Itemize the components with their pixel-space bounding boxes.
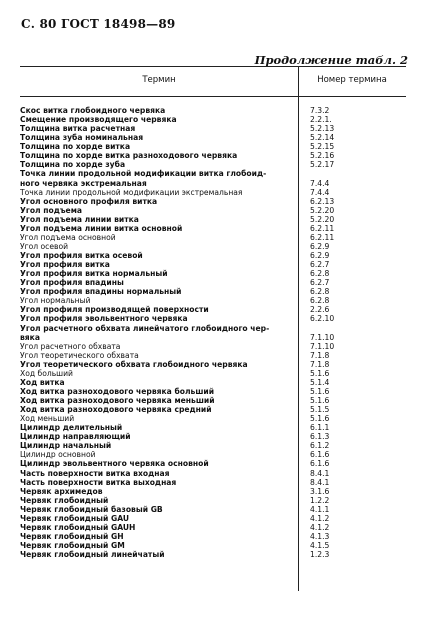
term-number-cell: 6.2.9 — [310, 251, 330, 260]
table-top-rule — [20, 66, 406, 67]
term-cell: Толщина по хорде зуба — [20, 160, 126, 170]
table-row — [20, 532, 406, 541]
table-row — [20, 487, 406, 496]
term-number-cell: 5.2.13 — [310, 124, 335, 134]
table-row — [20, 215, 406, 224]
term-number-cell: 5.1.6 — [310, 414, 330, 424]
term-cell: Червяк глобоидный GH — [20, 531, 124, 541]
table-row — [20, 342, 406, 351]
term-number-cell: 4.1.3 — [310, 531, 330, 541]
term-cell: Угол подъема линии витка основной — [20, 223, 183, 233]
page-header: С. 80 ГОСТ 18498—89 — [21, 17, 176, 31]
term-cell: Цилиндр эвольвентного червяка основной — [20, 459, 209, 469]
term-cell: Толщина зуба номинальная — [20, 133, 144, 143]
table-header-rule — [20, 96, 406, 97]
term-number-cell: 5.2.20 — [310, 214, 335, 224]
table-row — [20, 505, 406, 514]
term-number-cell: 7.3.2 — [310, 106, 330, 115]
term-number-cell: 6.2.9 — [310, 241, 330, 251]
term-number-cell: 5.1.6 — [310, 368, 330, 378]
table-row — [20, 151, 406, 160]
table-row — [20, 124, 406, 133]
term-cell: Ход витка разноходового червяка меньший — [20, 396, 215, 405]
term-number-cell: 5.1.6 — [310, 386, 330, 396]
term-cell: Угол профиля впадины — [20, 278, 124, 288]
term-number-cell: 6.1.3 — [310, 432, 330, 442]
term-number-cell: 6.2.7 — [310, 260, 330, 270]
table-row — [20, 369, 406, 378]
table-row — [20, 278, 406, 287]
term-number-cell: 5.1.6 — [310, 396, 330, 405]
term-number-cell: 5.2.20 — [310, 205, 335, 215]
term-cell: Угол профиля эвольвентного червяка — [20, 314, 188, 324]
table-row — [20, 459, 406, 468]
table-row — [20, 169, 406, 178]
table-continuation-label: Продолжение табл. 2 — [254, 53, 408, 67]
term-cell: Угол расчетного обхвата линейчатого глобоидного чер- — [20, 323, 270, 333]
term-number-cell: 7.1.8 — [310, 350, 330, 360]
term-cell: Червяк глобоидный базовый GB — [20, 504, 163, 514]
term-cell: Толщина по хорде витка — [20, 142, 131, 152]
term-number-cell: 5.2.14 — [310, 133, 335, 143]
table-row — [20, 142, 406, 151]
table-row — [20, 305, 406, 314]
term-number-cell: 7.1.8 — [310, 359, 330, 369]
term-number-cell: 5.2.16 — [310, 151, 335, 161]
table-row — [20, 360, 406, 369]
term-cell: Угол подъема основной — [20, 232, 116, 242]
term-cell: Червяк глобоидный — [20, 495, 109, 505]
table-row — [20, 514, 406, 523]
term-number-cell: 1.2.3 — [310, 550, 330, 560]
table-row — [20, 432, 406, 441]
table-row — [20, 233, 406, 242]
term-number-cell: 1.2.2 — [310, 495, 330, 505]
term-number-cell: 2.2.6 — [310, 305, 330, 315]
term-cell: Точка линии продольной модификации витка глобоид- — [20, 169, 267, 179]
terms-table — [20, 66, 406, 591]
term-cell: Червяк глобоидный GAU — [20, 513, 130, 523]
term-number-cell: 7.1.10 — [310, 341, 335, 351]
term-number-cell: 6.2.10 — [310, 314, 335, 324]
term-number-cell: 4.1.2 — [310, 522, 330, 532]
table-row — [20, 333, 406, 342]
table-row — [20, 224, 406, 233]
term-number-cell: 8.4.1 — [310, 477, 330, 487]
term-cell: Угол профиля производящей поверхности — [20, 305, 209, 315]
term-cell: Угол нормальный — [20, 296, 91, 306]
term-cell: Цилиндр направляющий — [20, 432, 131, 442]
table-row — [20, 197, 406, 206]
term-number-cell: 6.2.11 — [310, 232, 335, 242]
term-cell: Толщина витка расчетная — [20, 124, 136, 134]
term-cell: Ход витка разноходового червяка средний — [20, 405, 212, 415]
term-number-cell: 4.1.5 — [310, 541, 330, 550]
term-cell: вяка — [20, 332, 40, 342]
table-row — [20, 296, 406, 305]
term-cell: Ход витка — [20, 377, 65, 387]
column-header-number: Номер термина — [317, 75, 387, 85]
term-number-cell: 7.4.4 — [310, 178, 330, 188]
term-number-cell: 6.1.2 — [310, 441, 330, 451]
table-row — [20, 387, 406, 396]
term-number-cell: 2.2.1. — [310, 115, 332, 125]
term-cell: Угол расчетного обхвата — [20, 341, 121, 351]
term-cell: Угол профиля витка — [20, 260, 110, 270]
table-row — [20, 405, 406, 414]
term-cell: Червяк глобоидный GAUH — [20, 522, 136, 532]
table-row — [20, 251, 406, 260]
table-row — [20, 314, 406, 323]
term-cell: Угол основного профиля витка — [20, 196, 158, 206]
term-number-cell: 6.1.1 — [310, 423, 330, 433]
term-cell: Часть поверхности витка выходная — [20, 477, 177, 487]
term-cell: Червяк глобоидный GM — [20, 541, 125, 550]
term-cell: Угол теоретического обхвата глобоидного червяка — [20, 359, 248, 369]
term-cell: Точка линии продольной модификации экстремальная — [20, 187, 243, 197]
term-number-cell: 6.1.6 — [310, 459, 330, 469]
term-cell: Угол профиля впадины нормальный — [20, 287, 182, 297]
term-cell: Ход витка разноходового червяка больший — [20, 386, 215, 396]
table-row — [20, 287, 406, 296]
term-cell: Смещение производящего червяка — [20, 115, 177, 125]
term-cell: Толщина по хорде витка разноходового червяка — [20, 151, 238, 161]
term-number-cell: 6.2.11 — [310, 223, 335, 233]
term-number-cell: 6.2.7 — [310, 278, 330, 288]
table-row — [20, 242, 406, 251]
term-number-cell: 6.1.6 — [310, 450, 330, 460]
term-cell: Цилиндр делительный — [20, 423, 123, 433]
term-number-cell: 5.1.4 — [310, 377, 330, 387]
term-number-cell: 6.2.13 — [310, 196, 335, 206]
term-number-cell: 4.1.2 — [310, 513, 330, 523]
table-row — [20, 160, 406, 169]
term-number-cell: 7.1.10 — [310, 332, 335, 342]
table-row — [20, 324, 406, 333]
term-cell: Ход меньший — [20, 414, 75, 424]
table-row — [20, 106, 406, 115]
term-cell: Червяк глобоидный линейчатый — [20, 550, 165, 560]
term-cell: Скос витка глобоидного червяка — [20, 106, 166, 115]
table-row — [20, 396, 406, 405]
table-row — [20, 115, 406, 124]
table-row — [20, 523, 406, 532]
term-cell: Ход больший — [20, 368, 73, 378]
term-number-cell: 4.1.1 — [310, 504, 330, 514]
table-row — [20, 269, 406, 278]
table-row — [20, 469, 406, 478]
term-number-cell: 6.2.8 — [310, 287, 330, 297]
term-cell: Угол теоретического обхвата — [20, 350, 139, 360]
table-row — [20, 423, 406, 432]
term-cell: Угол подъема — [20, 205, 83, 215]
term-number-cell: 5.1.5 — [310, 405, 330, 415]
term-number-cell: 6.2.8 — [310, 269, 330, 279]
table-row — [20, 550, 406, 559]
term-cell: Угол профиля витка нормальный — [20, 269, 168, 279]
term-number-cell: 6.2.8 — [310, 296, 330, 306]
term-cell: Цилиндр начальный — [20, 441, 112, 451]
table-row — [20, 206, 406, 215]
table-row — [20, 478, 406, 487]
term-number-cell: 3.1.6 — [310, 486, 330, 496]
table-row — [20, 441, 406, 450]
term-number-cell: 7.4.4 — [310, 187, 330, 197]
table-row — [20, 414, 406, 423]
table-row — [20, 450, 406, 459]
term-number-cell: 5.2.15 — [310, 142, 335, 152]
term-cell: Угол профиля витка осевой — [20, 251, 143, 260]
term-cell: Червяк архимедов — [20, 486, 103, 496]
table-row — [20, 541, 406, 550]
table-row — [20, 179, 406, 188]
table-row — [20, 188, 406, 197]
term-cell: Часть поверхности витка входная — [20, 468, 170, 478]
term-cell: Угол осевой — [20, 241, 69, 251]
table-body — [20, 106, 406, 559]
term-cell: Цилиндр основной — [20, 450, 96, 460]
column-header-term: Термин — [142, 75, 176, 85]
term-number-cell: 8.4.1 — [310, 468, 330, 478]
term-number-cell: 5.2.17 — [310, 160, 335, 170]
term-cell: ного червяка экстремальная — [20, 178, 147, 188]
term-cell: Угол подъема линии витка — [20, 214, 139, 224]
table-row — [20, 133, 406, 142]
table-row — [20, 260, 406, 269]
table-row — [20, 351, 406, 360]
table-row — [20, 378, 406, 387]
table-row — [20, 496, 406, 505]
